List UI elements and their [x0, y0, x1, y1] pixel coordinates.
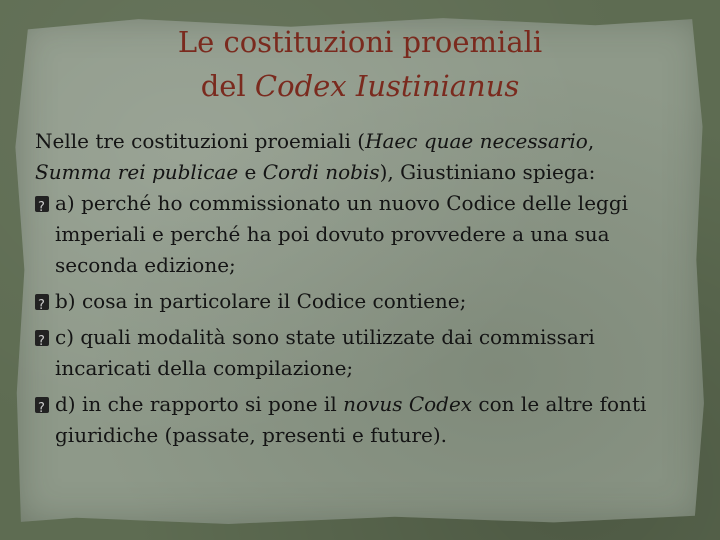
intro-sep-1: ,: [587, 129, 595, 153]
intro-paragraph: [35, 126, 675, 188]
slide-title-line-2: [0, 66, 720, 106]
bullet-d-italic: novus Codex: [343, 392, 473, 416]
unknown-glyph-box-icon: [35, 330, 49, 346]
bullet-text-a: a) perché ho commissionato un nuovo Codice delle leggi imperiali e perché ha poi dovuto provvedere a una sua seconda edizione;: [55, 191, 629, 277]
intro-text-2: ), Giustiniano spiega:: [379, 160, 596, 184]
unknown-glyph-box-icon: [35, 196, 49, 212]
bullet-item-c: [35, 322, 675, 384]
intro-italic-2: Summa rei publicae: [35, 160, 239, 184]
unknown-glyph-box-icon: [35, 294, 49, 310]
intro-italic-1: Haec quae necessario: [365, 129, 588, 153]
title-prefix: del: [200, 69, 255, 103]
intro-text-1: Nelle tre costituzioni proemiali (: [35, 129, 366, 153]
bullet-item-b: [35, 286, 675, 317]
slide-body: [35, 126, 675, 451]
unknown-glyph-box-icon: [35, 397, 49, 413]
bullet-text-c: c) quali modalità sono state utilizzate dai commissari incaricati della compilazione;: [55, 325, 595, 380]
bullet-item-a: [35, 188, 675, 281]
slide-title-line-1: Le costituzioni proemiali: [177, 25, 543, 59]
bullet-d-post: con le altre fonti giuridiche (passate, presenti e future).: [55, 392, 647, 447]
bullet-text-d: [55, 389, 675, 451]
intro-sep-2: e: [238, 160, 263, 184]
bullet-d-pre: d) in che rapporto si pone il: [55, 392, 344, 416]
intro-italic-3: Cordi nobis: [262, 160, 380, 184]
bullet-text-b: b) cosa in particolare il Codice contiene;: [55, 289, 467, 313]
title-italic: Codex Iustinianus: [254, 69, 520, 103]
bullet-item-d: [35, 389, 675, 451]
